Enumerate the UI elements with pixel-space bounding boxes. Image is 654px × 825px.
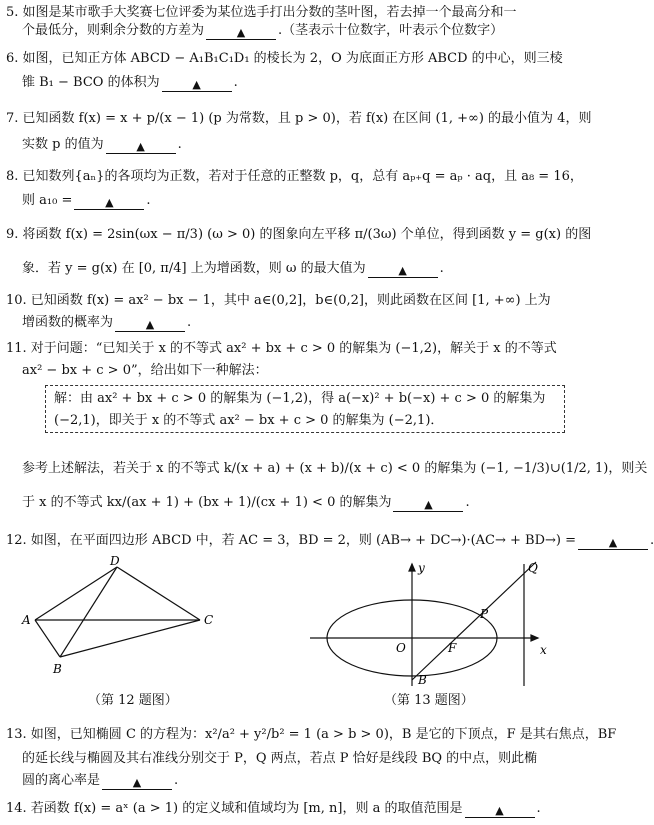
label-d: D [110,554,120,568]
question-14-text: 14. 若函数 f(x) = aˣ (a > 1) 的定义域和值域均为 [m, n]，则 a 的取值范围是 [6,801,463,816]
question-12-period: . [650,533,654,548]
diagonal-bd [60,567,117,657]
answer-blank-12[interactable] [578,534,648,550]
segment-cb [60,620,200,657]
question-14 [6,800,568,818]
question-6-line-1: 6. 如图，已知正方体 ABCD − A₁B₁C₁D₁ 的棱长为 2，O 为底面正方形 ABCD 的中心，则三棱 [6,51,563,66]
figure-13-ellipse [300,558,550,688]
question-6 [6,50,568,92]
question-7-line-2 [6,136,568,154]
answer-blank-13[interactable] [102,774,172,790]
answer-blank-11[interactable] [393,496,463,512]
answer-blank-14[interactable] [465,802,535,818]
question-13-line-2: 的延长线与椭圆及其右准线分别交于 P，Q 两点，若点 P 恰好是线段 BQ 的中点，则此椭 [22,751,538,766]
label-c: C [204,613,214,627]
answer-blank-6[interactable] [162,76,232,92]
question-7-line-1: 7. 已知函数 f(x) = x + p/(x − 1) (p 为常数，且 p > 0)，若 f(x) 在区间 (1, +∞) 的最小值为 4，则 [6,111,592,126]
question-10-line-2 [6,314,568,332]
solution-box [45,385,565,433]
question-11-period: . [465,495,470,510]
question-7 [6,110,592,154]
solution-line-1: 解：由 ax² + bx + c > 0 的解集为 (−1,2)，得 a(−x)² + b(−x) + c > 0 的解集为 [54,391,546,406]
label-y: y [418,561,425,575]
figure-12-quadrilateral [20,555,250,685]
blank-marker-icon: ▲ [608,536,618,549]
blank-marker-icon: ▲ [398,264,407,277]
question-8-line-2 [6,192,568,210]
label-f: F [448,641,457,655]
question-6-line-2 [6,74,568,92]
figure-13-caption: （第 13 题图） [384,693,474,708]
question-5-line-1: 5. 如图是某市歌手大奖赛七位评委为某位选手打出分数的茎叶图，若去掉一个最高分和一 [6,5,517,20]
question-12 [6,532,654,550]
question-7-period: . [177,137,182,152]
question-11-line-4 [6,494,568,512]
blank-marker-icon: ▲ [236,26,246,39]
question-11 [6,340,568,380]
label-b-vertex: B [418,673,427,687]
label-o: O [396,641,406,655]
label-a: A [22,613,31,627]
answer-blank-7[interactable] [106,138,176,154]
question-11-continued [6,460,648,512]
question-13-line-3 [6,772,568,790]
question-5 [6,4,568,40]
question-14-period: . [536,801,541,816]
question-11-text: 于 x 的不等式 kx/(ax + 1) + (bx + 1)/(cx + 1) < 0 的解集为 [22,495,392,510]
question-9-period: . [439,261,444,276]
question-11-line-3: 参考上述解法，若关于 x 的不等式 k/(x + a) + (x + b)/(x + c) < 0 的解集为 (−1, −1/3)∪(1/2, 1)，则关 [22,461,648,476]
question-11-line-2: ax² − bx + c > 0”，给出如下一种解法： [22,363,268,378]
question-13-line-1: 13. 如图，已知椭圆 C 的方程为：x²/a² + y²/b² = 1 (a > b > 0)，B 是它的下顶点，F 是其右焦点，BF [6,727,617,742]
question-11-line-1: 11. 对于问题：“已知关于 x 的不等式 ax² + bx + c > 0 的解集为 (−1,2)，解关于 x 的不等式 [6,341,557,356]
blank-marker-icon: ▲ [192,78,201,91]
blank-marker-icon: ▲ [136,140,145,153]
question-9-line-2 [6,260,568,278]
question-8-line-1: 8. 已知数列{aₙ}的各项均为正数，若对于任意的正整数 p，q，总有 aₚ₊q = aₚ · aq，且 a₈ = 16， [6,169,583,184]
answer-blank-5[interactable] [206,24,276,40]
question-13 [6,726,617,790]
question-10-period: . [187,315,192,330]
label-p: P [480,607,489,621]
figure-12-caption: （第 12 题图） [88,693,178,708]
blank-marker-icon: ▲ [424,498,433,511]
answer-blank-9[interactable] [368,262,438,278]
segment-ba [35,620,60,657]
question-6-text: 锥 B₁ − BCO 的体积为 [22,75,160,90]
question-10-text: 增函数的概率为 [22,315,114,330]
question-13-period: . [174,773,179,788]
question-12-line-1 [6,532,654,550]
question-12-text: 12. 如图，在平面四边形 ABCD 中，若 AC = 3，BD = 2，则 (AB→ + DC→)·(AC→ + BD→) = [6,533,577,548]
y-axis-arrow-icon [409,564,415,571]
question-8-period: . [146,193,151,208]
question-5-line-2 [6,22,568,40]
question-14-line-1 [6,800,568,818]
question-9-text: 象．若 y = g(x) 在 [0, π/4] 上为增函数，则 ω 的最大值为 [22,261,366,276]
question-5-note: .（茎表示十位数字，叶表示个位数字） [278,23,504,38]
question-8 [6,168,583,210]
x-axis-arrow-icon [531,635,538,641]
solution-line-2: (−2,1)，即关于 x 的不等式 ax² − bx + c > 0 的解集为 (−2,1)． [54,413,444,428]
blank-marker-icon: ▲ [495,804,504,817]
answer-blank-10[interactable] [115,316,185,332]
segment-dc [117,567,200,620]
question-13-text: 圆的离心率是 [22,773,101,788]
blank-marker-icon: ▲ [132,776,142,789]
label-x: x [540,643,547,657]
question-7-text: 实数 p 的值为 [22,137,104,152]
answer-blank-8[interactable] [74,194,144,210]
blank-marker-icon: ▲ [145,318,155,331]
label-b: B [53,662,62,676]
question-10 [6,292,568,332]
segment-ad [35,567,117,620]
question-9-line-1: 9. 将函数 f(x) = 2sin(ωx − π/3) (ω > 0) 的图象向左平移 π/(3ω) 个单位，得到函数 y = g(x) 的图 [6,227,592,242]
question-9 [6,226,592,278]
question-10-line-1: 10. 已知函数 f(x) = ax² − bx − 1，其中 a∈(0,2]，b∈(0,2]，则此函数在区间 [1, +∞) 上为 [6,293,551,308]
line-bq [412,562,536,680]
question-5-text: 个最低分，则剩余分数的方差为 [22,23,205,38]
blank-marker-icon: ▲ [105,196,114,209]
question-6-period: . [233,75,238,90]
label-q: Q [528,561,538,575]
question-8-text: 则 a₁₀ = [22,193,73,208]
